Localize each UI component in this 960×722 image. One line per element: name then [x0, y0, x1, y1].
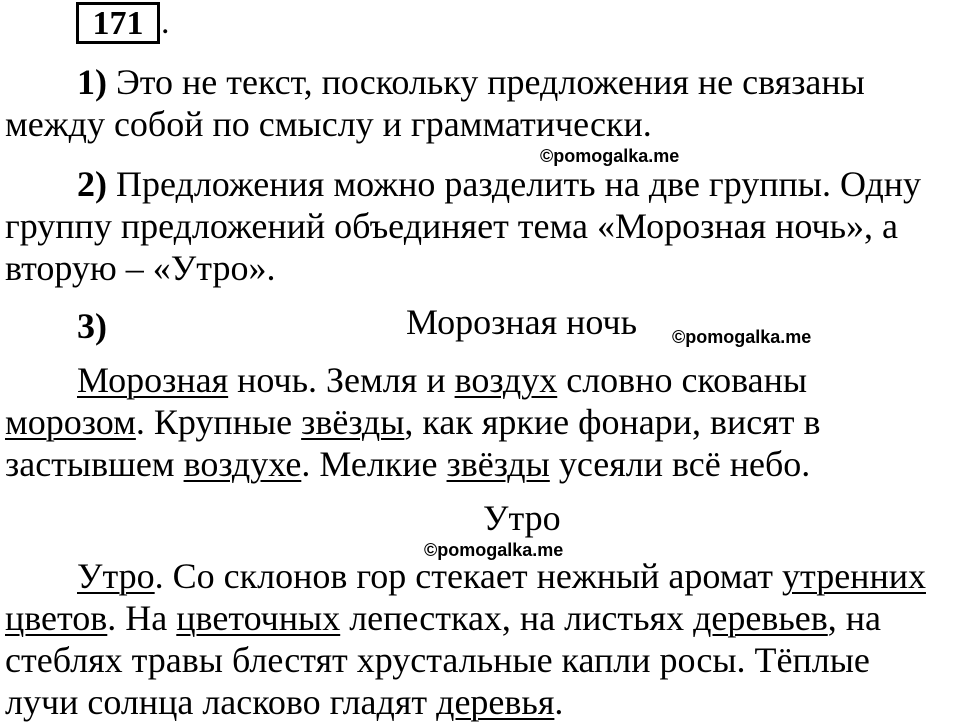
watermark-3: ©pomogalka.me — [424, 540, 564, 560]
p2-number: 2) — [77, 164, 107, 204]
underlined-word: воздух — [454, 360, 558, 400]
underlined-word: деревьев — [693, 598, 828, 638]
exercise-number-dot: . — [161, 4, 170, 41]
underlined-word: Утро — [77, 556, 155, 596]
text1-title: Морозная ночь — [406, 302, 637, 342]
watermark-2: ©pomogalka.me — [672, 327, 812, 347]
text-fragment: . Крупные — [135, 402, 302, 442]
text-fragment: лепестках, на листьях — [340, 598, 694, 638]
text-fragment: . — [554, 682, 564, 722]
text2-line-3: стеблях травы блестят хрустальные капли росы. Тёплые — [5, 640, 870, 680]
text-fragment: , как яркие фонари, висят в — [404, 402, 821, 442]
underlined-word: цветочных — [176, 598, 341, 638]
text-fragment: ночь. Земля и — [228, 360, 455, 400]
p2-line-1 — [77, 164, 921, 204]
text1-line-2 — [5, 402, 820, 442]
underlined-word: звёзды — [301, 402, 405, 442]
text-fragment: усеяли всё небо. — [549, 444, 811, 484]
text-fragment: лучи солнца ласково гладят — [5, 682, 437, 722]
text-fragment: , на — [827, 598, 882, 638]
p3-number: 3) — [77, 306, 107, 346]
text-fragment: . Мелкие — [301, 444, 447, 484]
p3-number-line — [77, 306, 107, 346]
text2-line-4 — [5, 682, 563, 722]
text-fragment: . На — [107, 598, 177, 638]
underlined-word: цветов — [5, 598, 108, 638]
p1-line-1 — [5, 62, 901, 102]
underlined-word: звёзды — [446, 444, 550, 484]
p1-number: 1) — [77, 62, 107, 102]
watermark-1: ©pomogalka.me — [540, 146, 680, 166]
underlined-word: утренних — [782, 556, 926, 596]
p1-content — [77, 62, 865, 102]
p1-text-1: Это не текст, поскольку предложения не связаны — [116, 62, 865, 102]
text1-line-1 — [77, 360, 807, 400]
text-fragment: . Со склонов гор стекает нежный аромат — [154, 556, 783, 596]
text2-title: Утро — [483, 498, 561, 538]
underlined-word: воздухе — [183, 444, 302, 484]
underlined-word: морозом — [5, 402, 136, 442]
p2-text-1: Предложения можно разделить на две группы. Одну — [116, 164, 922, 204]
exercise-number: 171 — [76, 2, 160, 44]
text1-line-3 — [5, 444, 810, 484]
underlined-word: деревья — [436, 682, 555, 722]
p2-line-2: группу предложений объединяет тема «Морозная ночь», а — [5, 206, 899, 246]
text-fragment: словно скованы — [557, 360, 808, 400]
p2-line-3: вторую – «Утро». — [5, 248, 276, 288]
underlined-word: Морозная — [77, 360, 229, 400]
p1-line-2: между собой по смыслу и грамматически. — [5, 104, 652, 144]
text2-line-1 — [77, 556, 926, 596]
text-fragment: застывшем — [5, 444, 184, 484]
text2-line-2 — [5, 598, 881, 638]
